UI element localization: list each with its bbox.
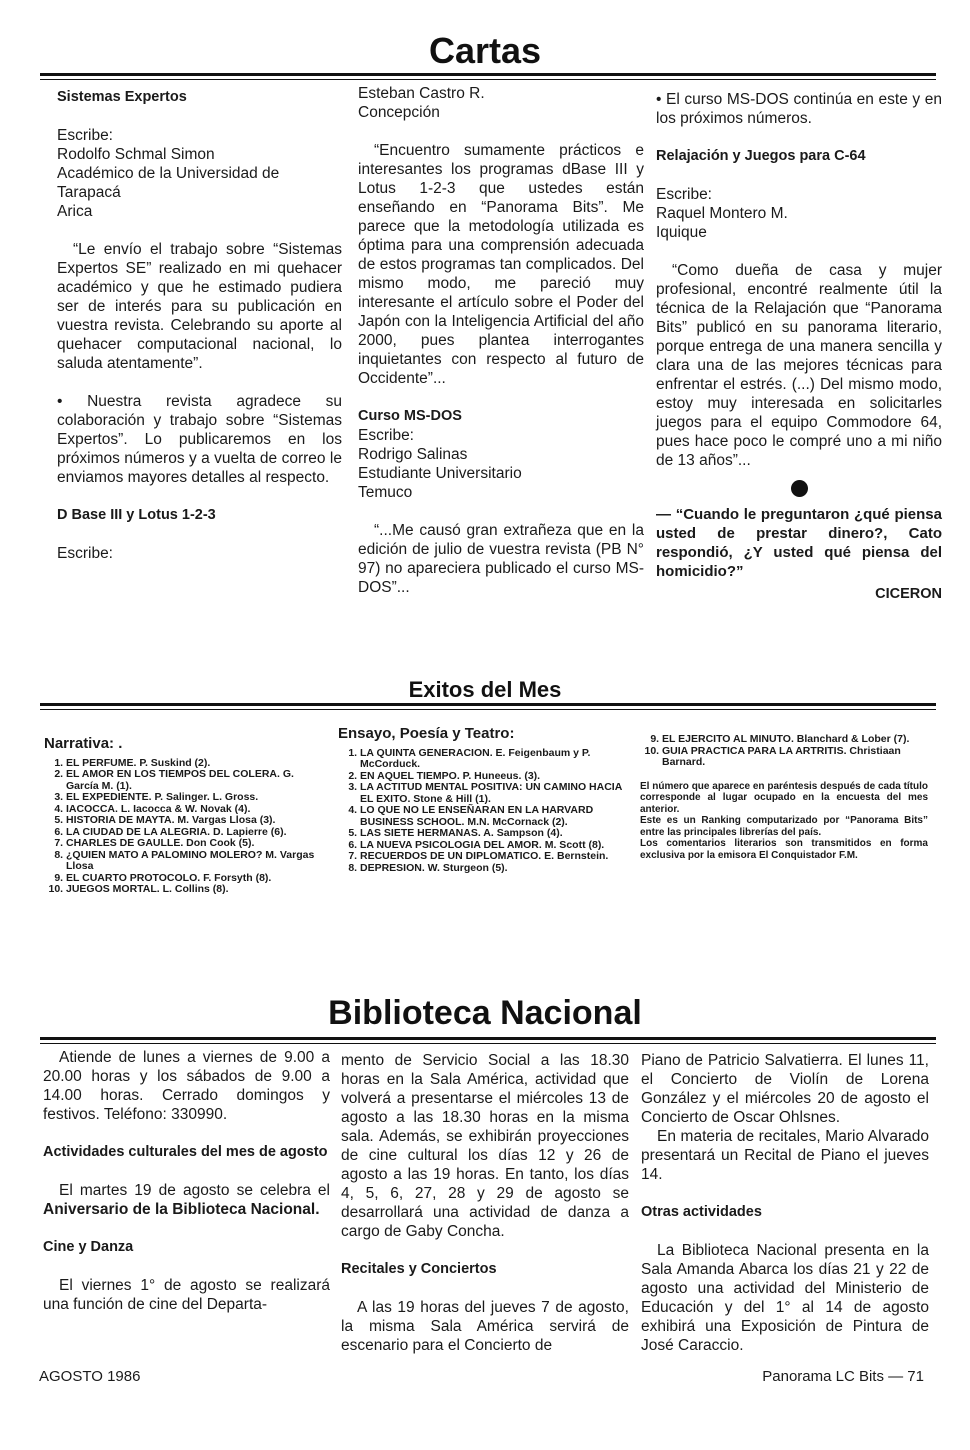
- sender-affiliation: Académico de la Universidad de Tarapacá: [57, 165, 280, 201]
- list-item: 2. EL AMOR EN LOS TIEMPOS DEL COLERA. G. García M. (1).: [66, 769, 329, 792]
- heading-otras: Otras actividades: [641, 1204, 762, 1220]
- reply-text: • El curso MS-DOS continúa en este y en los próximos números.: [656, 91, 942, 127]
- exitos-note: [640, 781, 928, 862]
- cine-text-cont: mento de Servicio Social a las 18.30 horas en la Sala América, actividad que volverá a presentarse el miércoles 13 de agosto a las 18.30 horas en la misma sala. Además, se exhibirán proyecciones de cine cultural los días 12 y 26 de agosto a las 19 horas. En tanto, los días 4, 5, 6, 27, 28 y 29 de agosto se desarrollará una actividad de danza a cargo de Gaby Concha.: [341, 1052, 629, 1240]
- sender-name: Raquel Montero M.: [656, 205, 788, 222]
- biblioteca-column-3: [641, 1051, 929, 1355]
- letter-text: “Encuentro sumamente prácticos e interesantes los programas dBase III y Lotus 1-2-3 que ustedes están enseñando en “Panorama Bits”. Me parece que la metodología utilizada es óptima para una comprensión adecuada de estos programas tan complicados. Del mismo modo, me pareció muy interesante el artículo sobre el Poder del Japón con la Inteligencia Artificial del año 2000, pues plantea interrogantes inquietantes con respecto al futuro de Occidente”...: [358, 142, 644, 387]
- escribe-label: Escribe:: [57, 545, 113, 562]
- list-item: 3. EL EXPEDIENTE. P. Salinger. L. Gross.: [66, 792, 329, 804]
- escribe-label: Escribe:: [57, 127, 113, 144]
- list-item: 4. IACOCCA. L. Iacocca & W. Novak (4).: [66, 804, 329, 816]
- aniversario-text: [43, 1181, 330, 1219]
- sender-city: Temuco: [358, 484, 413, 501]
- sender-city: Concepción: [358, 104, 440, 121]
- list-item: 5. LAS SIETE HERMANAS. A. Sampson (4).: [360, 828, 624, 840]
- sender-city: Arica: [57, 203, 93, 220]
- biblioteca-rule-thick: [40, 1037, 936, 1040]
- biblioteca-column-1: [43, 1048, 330, 1314]
- ensayo-heading: Ensayo, Poesía y Teatro:: [338, 725, 515, 742]
- sender-name: Esteban Castro R.: [358, 85, 485, 102]
- sender-city: Iquique: [656, 224, 707, 241]
- narrativa-heading: Narrativa: .: [44, 735, 123, 752]
- cartas-column-1: [57, 88, 342, 563]
- exitos-rule-thin: [40, 709, 936, 710]
- exitos-list-continued: [640, 734, 928, 769]
- list-item: 9. EL CUARTO PROTOCOLO. F. Forsyth (8).: [66, 873, 329, 885]
- list-item: 2. EN AQUEL TIEMPO. P. Huneeus. (3).: [360, 771, 624, 783]
- ensayo-list: [338, 748, 624, 875]
- list-item: 10. JUEGOS MORTAL. L. Collins (8).: [66, 884, 329, 896]
- sender-name: Rodrigo Salinas: [358, 446, 468, 463]
- note-line: Este es un Ranking computarizado por “Panorama Bits” entre las principales librerías del país.: [640, 815, 928, 838]
- heading-relajacion: Relajación y Juegos para C-64: [656, 148, 866, 164]
- exitos-rule-thick: [40, 703, 936, 706]
- heading-dbase-lotus: D Base III y Lotus 1-2-3: [57, 507, 216, 523]
- sender-name: Rodolfo Schmal Simon: [57, 146, 215, 163]
- otras-text: La Biblioteca Nacional presenta en la Sala Amanda Abarca los días 21 y 22 de agosto una actividad del Ministerio de Educación y del 1° al 14 de agosto exhibirá una Exposición de Pintura de José Caraccio.: [641, 1242, 929, 1354]
- quote-author: CICERON: [875, 586, 942, 602]
- list-item: 6. LA CIUDAD DE LA ALEGRIA. D. Lapierre (6).: [66, 827, 329, 839]
- recitales-text: A las 19 horas del jueves 7 de agosto, la misma Sala América servirá de escenario para el Concierto de: [341, 1299, 629, 1354]
- list-item: 6. LA NUEVA PSICOLOGIA DEL AMOR. M. Scott (8).: [360, 840, 624, 852]
- letter-text: “Como dueña de casa y mujer profesional, encontré realmente útil la técnica de la Relajación que “Panorama Bits” publicó en su panorama literario, porque entrega de una manera sencilla y clara una de las mejores técnicas para enfrentar el estrés. (...) Del mismo modo, estoy muy interesada en solicitarles juegos para el equipo Commodore 64, pues hace poco le compré uno a mi niño de 13 años”...: [656, 262, 942, 469]
- heading-recitales: Recitales y Conciertos: [341, 1261, 497, 1277]
- letter-text: “...Me causó gran extrañeza que en la edición de julio de vuestra revista (PB N° 97) no apareciera publicado el curso MS-DOS”...: [358, 522, 644, 596]
- bullet-dot-icon: [791, 480, 808, 497]
- sender-affiliation: Estudiante Universitario: [358, 465, 522, 482]
- list-item: 7. CHARLES DE GAULLE. Don Cook (5).: [66, 838, 329, 850]
- heading-cine-danza: Cine y Danza: [43, 1239, 134, 1255]
- exitos-narrativa: [44, 735, 329, 896]
- list-item: 7. RECUERDOS DE UN DIPLOMATICO. E. Bernstein.: [360, 851, 624, 863]
- quote-text: — “Cuando le preguntaron ¿qué piensa usted de prestar dinero?, Cato respondió, ¿Y usted qué piensa del homicidio?”: [656, 506, 942, 580]
- concierto-text: Piano de Patricio Salvatierra. El lunes 11, el Concierto de Violín de Lorena González y el miércoles 20 de agosto el Concierto de Oscar Ohlsnes.: [641, 1052, 929, 1126]
- list-item: 4. LO QUE NO LE ENSEÑARAN EN LA HARVARD BUSINESS SCHOOL. M.N. McCornack (2).: [360, 805, 624, 828]
- list-item: 1. LA QUINTA GENERACION. E. Feigenbaum y P. McCorduck.: [360, 748, 624, 771]
- list-item: 8. DEPRESION. W. Sturgeon (5).: [360, 863, 624, 875]
- cine-text: El viernes 1° de agosto se realizará una función de cine del Departa-: [43, 1277, 330, 1313]
- biblioteca-title: Biblioteca Nacional: [328, 994, 642, 1032]
- heading-curso-msdos: Curso MS-DOS: [358, 408, 462, 424]
- biblioteca-column-2: [341, 1051, 629, 1355]
- escribe-label: Escribe:: [656, 186, 712, 203]
- letter-text: “Le envío el trabajo sobre “Sistemas Expertos SE” realizado en mi quehacer académico y que he estimado pudiera ser de interés para su publicación en vuestra revista. Celebrando su aporte al quehacer computacional nacional, lo saluda atentamente”.: [57, 241, 342, 372]
- exitos-title: Exitos del Mes: [408, 677, 562, 702]
- biblioteca-rule-thin: [40, 1043, 936, 1044]
- recital-text: En materia de recitales, Mario Alvarado presentará un Recital de Piano el jueves 14.: [641, 1128, 929, 1183]
- cartas-rule-thick: [40, 73, 936, 76]
- cartas-column-2: [358, 84, 644, 597]
- list-item: 10. GUIA PRACTICA PARA LA ARTRITIS. Christiaan Barnard.: [662, 746, 928, 769]
- exitos-col3: [640, 734, 928, 861]
- heading-sistemas-expertos: Sistemas Expertos: [57, 89, 187, 105]
- cartas-rule-thin: [40, 79, 936, 80]
- list-item: 5. HISTORIA DE MAYTA. M. Vargas Llosa (3).: [66, 815, 329, 827]
- escribe-label: Escribe:: [358, 427, 414, 444]
- note-line: El número que aparece en paréntesis después de cada título corresponde al lugar ocupado en la encuesta del mes anterior.: [640, 780, 928, 815]
- narrativa-list: [44, 758, 329, 896]
- list-item: 9. EL EJERCITO AL MINUTO. Blanchard & Lober (7).: [662, 734, 928, 746]
- list-item: 3. LA ACTITUD MENTAL POSITIVA: UN CAMINO HACIA EL EXITO. Stone & Hill (1).: [360, 782, 624, 805]
- footer-date: AGOSTO 1986: [39, 1368, 141, 1385]
- cartas-title: Cartas: [428, 30, 542, 71]
- heading-actividades: Actividades culturales del mes de agosto: [43, 1144, 328, 1160]
- footer-page: Panorama LC Bits — 71: [762, 1368, 924, 1385]
- aniversario-bold: Aniversario de la Biblioteca Nacional.: [43, 1201, 320, 1218]
- list-item: 1. EL PERFUME. P. Suskind (2).: [66, 758, 329, 770]
- note-line: Los comentarios literarios son transmitidos en forma exclusiva por la emisora El Conquistador F.M.: [640, 838, 928, 861]
- list-item: 8. ¿QUIEN MATO A PALOMINO MOLERO? M. Vargas Llosa: [66, 850, 329, 873]
- exitos-ensayo: [338, 725, 624, 874]
- cartas-column-3: [656, 90, 942, 604]
- aniversario-lead: El martes 19 de agosto se celebra el: [59, 1182, 330, 1199]
- hours-text: Atiende de lunes a viernes de 9.00 a 20.00 horas y los sábados de 9.00 a 14.00 horas. Cerrado domingos y festivos. Teléfono: 330990.: [43, 1049, 330, 1123]
- reply-text: • Nuestra revista agradece su colaboración y trabajo sobre “Sistemas Expertos”. Lo publicaremos en los próximos números y a vuelta de correo le enviamos mayores detalles al respecto.: [57, 393, 342, 486]
